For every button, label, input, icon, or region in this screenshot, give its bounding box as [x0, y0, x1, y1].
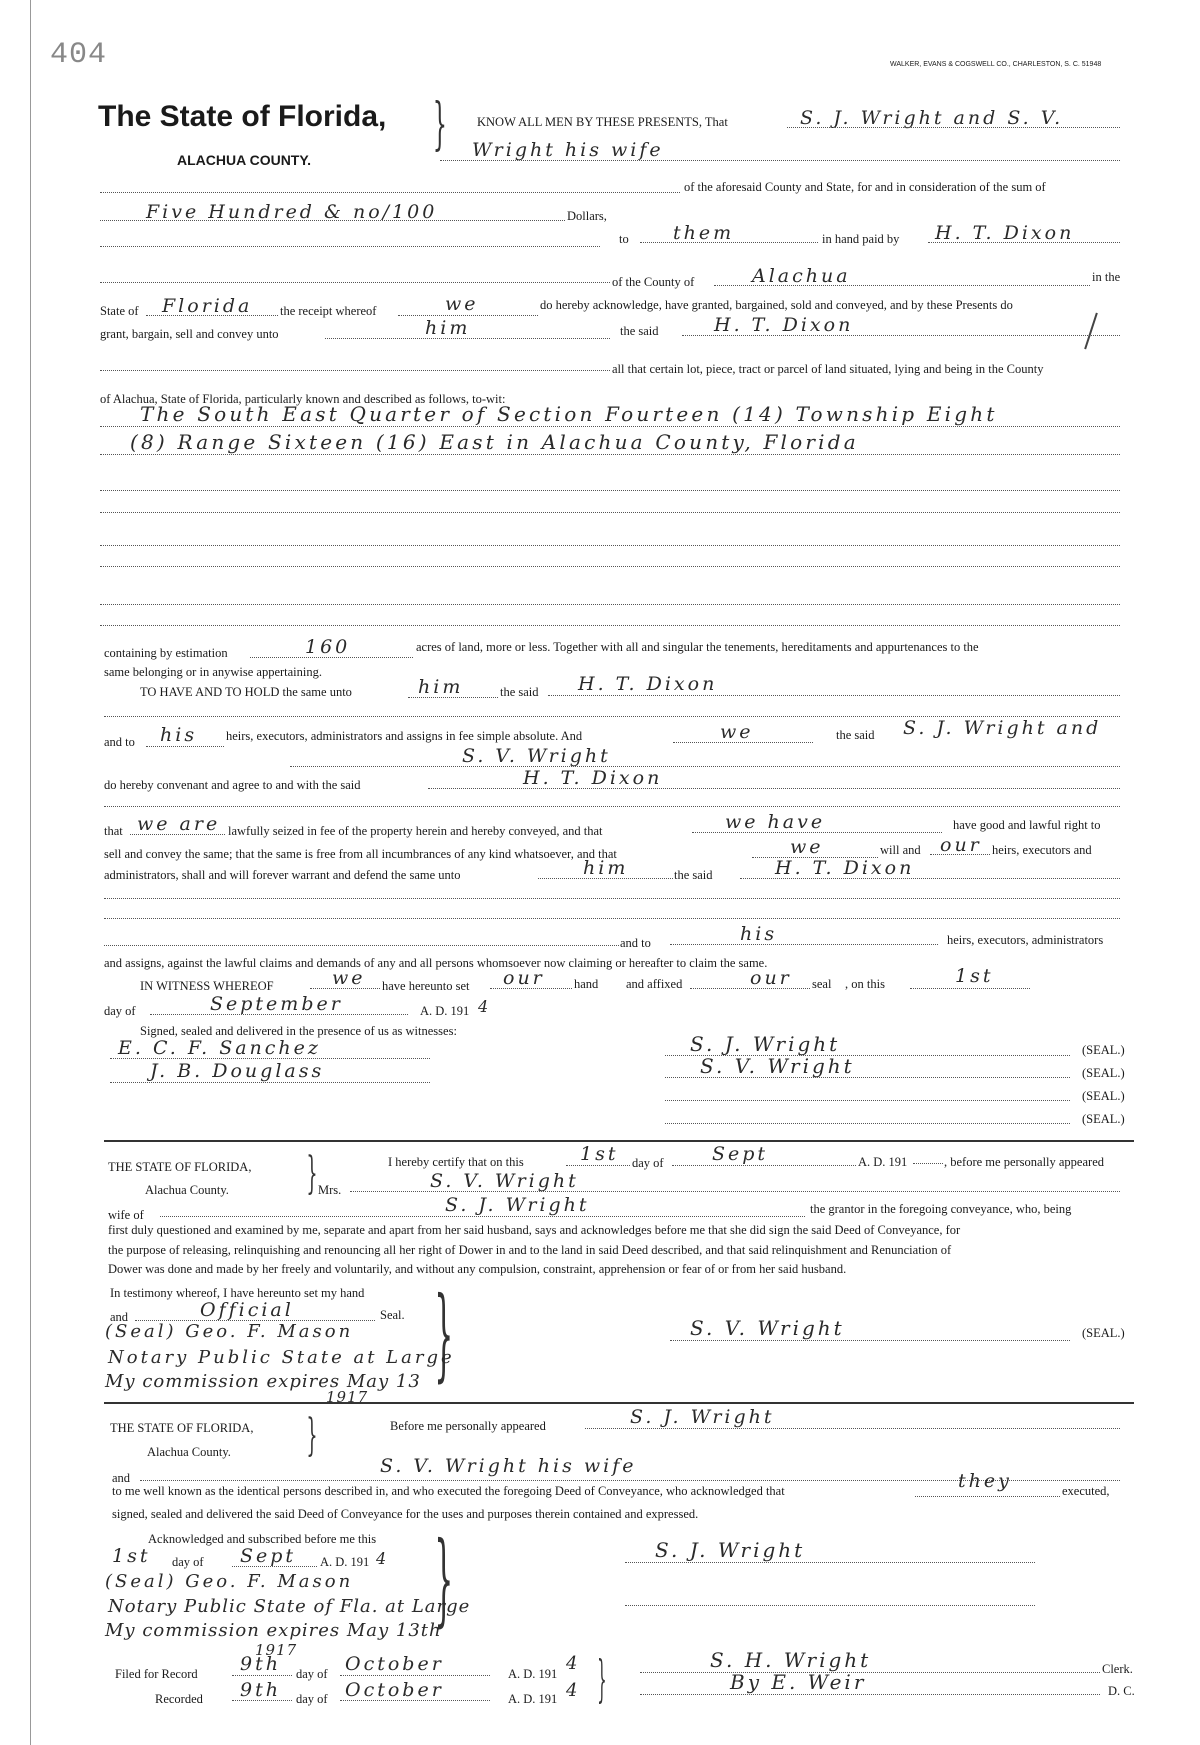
aforesaid-text: of the aforesaid County and State, for and in consideration of the sum of	[684, 180, 1046, 194]
grant-unto-text: grant, bargain, sell and convey unto	[100, 327, 279, 341]
him-value-3: him	[583, 857, 629, 879]
to-have-text: TO HAVE AND TO HOLD the same unto	[140, 685, 352, 699]
seal-label-4: (SEAL.)	[1082, 1112, 1125, 1126]
ack1-county: Alachua County.	[145, 1183, 229, 1197]
ack1-signature: S. V. Wright	[690, 1316, 845, 1340]
separator-2	[104, 1402, 1134, 1404]
will-and: will and	[880, 843, 921, 857]
and-to-2: and to	[620, 936, 651, 950]
we-are-value: we are	[137, 813, 221, 835]
ack2-county: Alachua County.	[147, 1445, 231, 1459]
signed-sealed: Signed, sealed and delivered in the presence of us as witnesses:	[140, 1024, 457, 1038]
heirs-text: heirs, executors, administrators and assigns in fee simple absolute. And	[226, 729, 583, 743]
the-said-2: the said	[500, 685, 539, 699]
grantee-name-4: H. T. Dixon	[523, 767, 663, 789]
ack1-ad: A. D. 191	[858, 1155, 908, 1169]
ack1-paragraph-1: first duly questioned and examined by me, separate and apart from her said husband, says and acknowledges before me that she did sign the said Deed of Conveyance, for	[108, 1223, 961, 1237]
ack1-paragraph-2: the purpose of releasing, relinquishing and renouncing all her right of Dower in and to the land in said Deed described, and that said relinquishment and Renunciation of	[108, 1243, 952, 1257]
heirs-exec: heirs, executors and	[992, 843, 1092, 857]
ack2-ad: A. D. 191	[320, 1555, 370, 1569]
ack1-day-of: day of	[632, 1156, 664, 1170]
acres-value: 160	[305, 636, 351, 658]
ack2-notary-4: 1917	[255, 1641, 298, 1659]
ack2-name-1: S. J. Wright	[630, 1406, 775, 1428]
grantor-b: S. V. Wright	[462, 745, 611, 767]
ack1-notary-3: My commission expires May 13	[105, 1371, 421, 1392]
ack2-notary-3: My commission expires May 13th	[105, 1620, 442, 1641]
our-value-3: our	[750, 967, 792, 989]
ack1-notary-4: 1917	[326, 1388, 369, 1406]
page-number: 404	[50, 38, 108, 72]
filed-for-record: Filed for Record	[115, 1667, 198, 1681]
our-value-2: our	[503, 967, 545, 989]
ack2-executed: executed,	[1062, 1484, 1110, 1498]
him-value-1: him	[425, 317, 471, 339]
ack1-day: 1st	[580, 1143, 619, 1165]
ack2-notary-brace: }	[434, 1520, 454, 1637]
county-heading: ALACHUA COUNTY.	[177, 152, 312, 168]
them-value: them	[673, 222, 735, 244]
acknowledge-text: do hereby acknowledge, have granted, bargained, sold and conveyed, and by these Presents do	[540, 298, 1013, 312]
dollars-label: Dollars,	[567, 209, 607, 223]
rec-ad: A. D. 191	[508, 1692, 558, 1706]
we-have-value: we have	[725, 811, 826, 833]
good-right-text: have good and lawful right to	[953, 818, 1101, 832]
ack2-before-me: Before me personally appeared	[390, 1419, 546, 1433]
our-value-1: our	[940, 834, 982, 856]
administrators-text: administrators, shall and will forever warrant and defend the same unto	[104, 868, 461, 882]
ack1-state: THE STATE OF FLORIDA,	[108, 1160, 252, 1174]
ack1-notary-1: (Seal) Geo. F. Mason	[105, 1321, 354, 1342]
county-value: Alachua	[752, 265, 851, 287]
filed-month: October	[345, 1653, 444, 1675]
signature-2: S. V. Wright	[700, 1054, 855, 1078]
ack1-mrs: Mrs.	[318, 1183, 342, 1197]
filed-day: 9th	[240, 1653, 281, 1675]
acres-text: acres of land, more or less. Together with all and singular the tenements, hereditaments and appurtenances to the	[416, 640, 979, 654]
have-hereunto: have hereunto set	[382, 979, 470, 993]
we-value-4: we	[332, 967, 366, 989]
seal-label-1: (SEAL.)	[1082, 1043, 1125, 1057]
witness-2: J. B. Douglass	[150, 1060, 325, 1082]
sum-value: Five Hundred & no/100	[146, 201, 438, 223]
ack1-notary-brace: }	[434, 1275, 454, 1392]
same-belonging: same belonging or in anywise appertaining.	[104, 665, 322, 679]
grantee-name-5: H. T. Dixon	[775, 857, 915, 879]
covenant-text: do hereby convenant and agree to and with the said	[104, 778, 361, 792]
ack1-husband: S. J. Wright	[445, 1194, 590, 1216]
receipt-whereof: the receipt whereof	[280, 304, 377, 318]
signature-1: S. J. Wright	[690, 1032, 841, 1056]
ack2-state: THE STATE OF FLORIDA,	[110, 1421, 254, 1435]
ack2-paragraph-2: signed, sealed and delivered the said Deed of Conveyance for the uses and purposes therein contained and expressed.	[112, 1507, 699, 1521]
day-1st: 1st	[955, 965, 994, 987]
separator-1	[104, 1140, 1134, 1142]
ack1-brace: }	[306, 1148, 318, 1199]
ack1-seal: Seal.	[380, 1308, 405, 1322]
rec-year-digit: 4	[566, 1680, 581, 1701]
grantor-line-2: Wright his wife	[472, 139, 664, 161]
ack1-testimony: In testimony whereof, I have hereunto set my hand	[110, 1286, 365, 1300]
his-value-2: his	[740, 923, 778, 945]
legal-description-2: (8) Range Sixteen (16) East in Alachua County, Florida	[130, 430, 859, 454]
rec-month: October	[345, 1679, 444, 1701]
ack2-signature: S. J. Wright	[655, 1538, 806, 1562]
grantee-name-1: H. T. Dixon	[935, 222, 1075, 244]
state-title: The State of Florida,	[98, 100, 387, 133]
of-alachua-text: of Alachua, State of Florida, particularly known and described as follows, to-wit:	[100, 392, 506, 406]
ack1-month: Sept	[712, 1143, 769, 1165]
the-said-4: the said	[674, 868, 713, 882]
we-value-3: we	[790, 836, 824, 858]
margin-mark	[1084, 313, 1098, 350]
ack1-and: and	[110, 1310, 129, 1324]
dc-label: D. C.	[1108, 1684, 1135, 1698]
and-to-1: and to	[104, 735, 135, 749]
rec-day-of: day of	[296, 1692, 328, 1706]
ack2-notary-2: Notary Public State of Fla. at Large	[108, 1596, 471, 1617]
sell-convey-text: sell and convey the same; that the same is free from all incumbrances of any kind whatsoever, and that	[104, 847, 617, 861]
ack1-grantor-text: the grantor in the foregoing conveyance, who, being	[810, 1202, 1072, 1216]
ack1-notary-2: Notary Public State at Large	[108, 1347, 455, 1368]
all-that-certain: all that certain lot, piece, tract or parcel of land situated, lying and being in the County	[612, 362, 1044, 376]
ack2-they: they	[958, 1470, 1012, 1492]
ack2-notary-1: (Seal) Geo. F. Mason	[105, 1571, 354, 1592]
ack2-brace: }	[306, 1410, 318, 1461]
clerk-label: Clerk.	[1102, 1662, 1133, 1676]
seal-label-3: (SEAL.)	[1082, 1089, 1125, 1103]
in-the-label: in the	[1092, 270, 1121, 284]
filed-ad: A. D. 191	[508, 1667, 558, 1681]
ack1-paragraph-3: Dower was done and made by her freely and voluntarily, and without any compulsion, constraint, apprehension or fear of or from her said husband.	[108, 1262, 847, 1276]
deputy-signature: By E. Weir	[730, 1670, 867, 1694]
in-hand-paid-by: in hand paid by	[822, 232, 900, 246]
and-affixed: and affixed	[626, 977, 683, 991]
we-value-1: we	[445, 293, 479, 315]
rec-day: 9th	[240, 1679, 281, 1701]
ack2-day-of: day of	[172, 1555, 204, 1569]
year-digit-1: 4	[478, 997, 492, 1016]
ack2-paragraph-1: to me well known as the identical persons described in, and who executed the foregoing Deed of Conveyance, who acknowledged that	[112, 1484, 785, 1498]
ack2-name-2: S. V. Wright his wife	[380, 1455, 637, 1477]
filed-day-of: day of	[296, 1667, 328, 1681]
to-label: to	[619, 232, 629, 246]
filed-year-digit: 4	[566, 1653, 581, 1674]
ack2-and: and	[112, 1471, 131, 1485]
we-value-2: we	[720, 721, 754, 743]
ack1-mrs-name: S. V. Wright	[430, 1170, 579, 1192]
the-said-1: the said	[620, 324, 659, 338]
heirs-admin: heirs, executors, administrators	[947, 933, 1104, 947]
ad-label-1: A. D. 191	[420, 1004, 470, 1018]
recorded-label: Recorded	[155, 1692, 203, 1706]
page-edge-line	[30, 0, 31, 1745]
state-value: Florida	[162, 295, 253, 317]
and-assigns-text: and assigns, against the lawful claims and demands of any and all persons whomsoever now claiming or hereafter to claim the same.	[104, 956, 768, 970]
grantor-a: S. J. Wright and	[903, 717, 1102, 739]
him-value-2: him	[418, 676, 464, 698]
grantee-name-2: H. T. Dixon	[714, 314, 854, 336]
the-said-3: the said	[836, 728, 875, 742]
of-county-of: of the County of	[612, 275, 695, 289]
know-all-men: KNOW ALL MEN BY THESE PRESENTS, That	[477, 115, 728, 129]
clerk-signature: S. H. Wright	[710, 1648, 872, 1672]
ack2-year-digit: 4	[376, 1549, 390, 1568]
printer-credit: WALKER, EVANS & COGSWELL CO., CHARLESTON, S. C. 51948	[890, 61, 1102, 68]
ack1-certify: I hereby certify that on this	[388, 1155, 524, 1169]
his-value-1: his	[160, 724, 198, 746]
ack2-month: Sept	[240, 1545, 297, 1567]
grantee-name-3: H. T. Dixon	[578, 673, 718, 695]
ack1-wife-of: wife of	[108, 1208, 144, 1222]
in-witness: IN WITNESS WHEREOF	[140, 979, 274, 993]
ack1-before-me: , before me personally appeared	[944, 1155, 1104, 1169]
containing-text: containing by estimation	[104, 646, 228, 660]
that-label: that	[104, 824, 123, 838]
header-brace: }	[432, 92, 447, 157]
witness-1: E. C. F. Sanchez	[118, 1037, 321, 1059]
ack2-acknowledged: Acknowledged and subscribed before me this	[148, 1532, 377, 1546]
state-of-label: State of	[100, 304, 139, 318]
ack1-official: Official	[200, 1299, 294, 1321]
ack1-seal-label: (SEAL.)	[1082, 1326, 1125, 1340]
lawfully-text: lawfully seized in fee of the property herein and hereby conveyed, and that	[228, 824, 603, 838]
day-of-1: day of	[104, 1004, 136, 1018]
on-this: , on this	[845, 977, 885, 991]
ack2-day: 1st	[112, 1545, 151, 1567]
seal-label-2: (SEAL.)	[1082, 1066, 1125, 1080]
month-value: September	[210, 993, 343, 1015]
legal-description-1: The South East Quarter of Section Fourteen (14) Township Eight	[140, 402, 998, 426]
filing-brace: }	[597, 1650, 607, 1708]
grantor-line-1: S. J. Wright and S. V.	[800, 107, 1064, 129]
hand-label: hand	[574, 977, 599, 991]
seal-label: seal	[812, 977, 832, 991]
